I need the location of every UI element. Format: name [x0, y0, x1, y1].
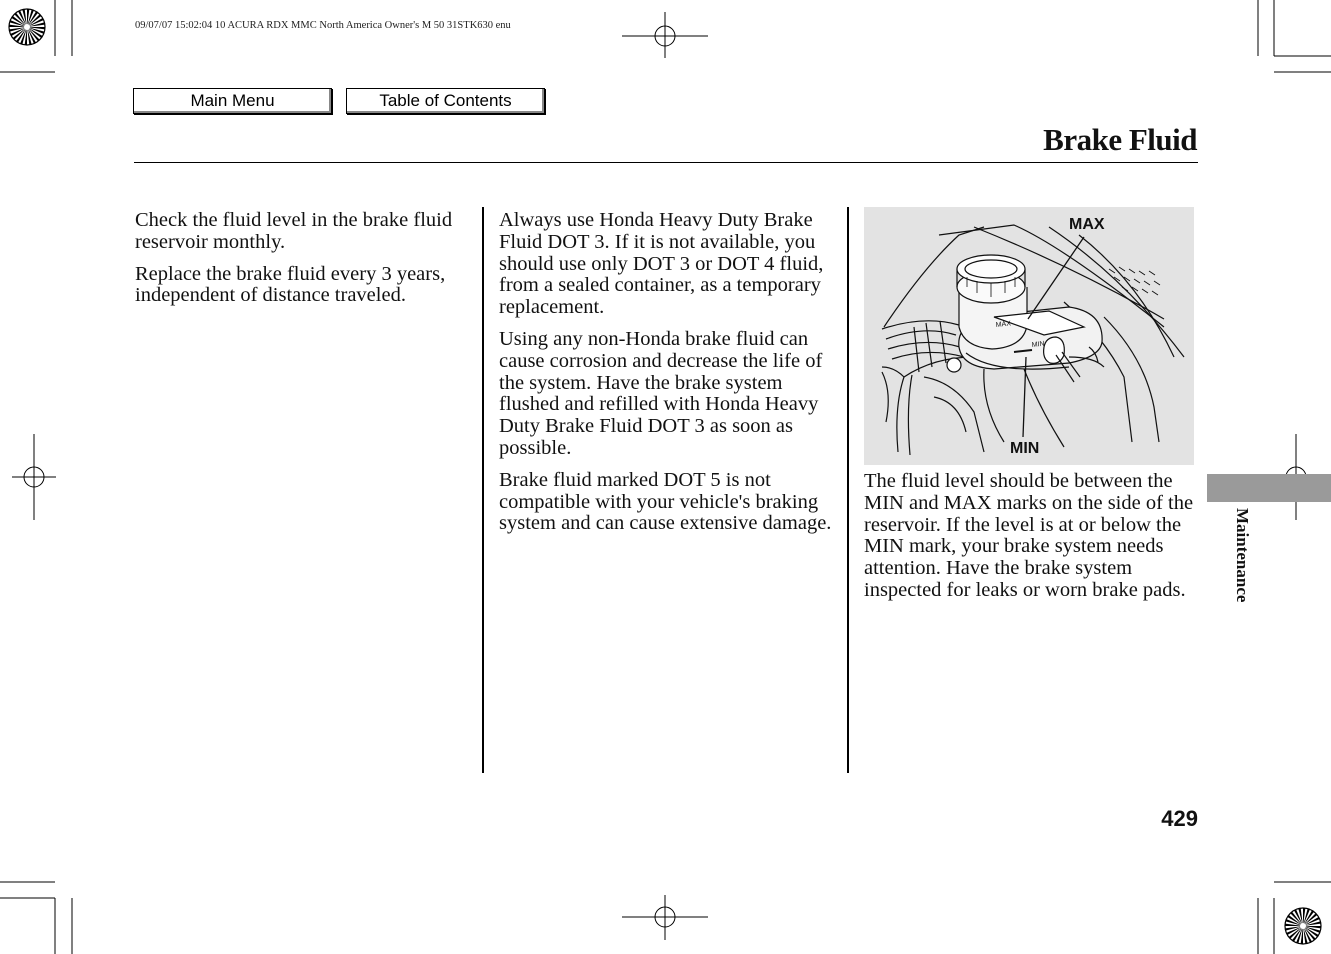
page-number: 429: [1161, 806, 1198, 831]
page-title: Brake Fluid: [1043, 122, 1197, 157]
paragraph: Check the fluid level in the brake fluid reservoir monthly.: [135, 209, 453, 253]
column-2: [499, 210, 839, 545]
section-tab: [1207, 474, 1331, 502]
column-3: [864, 471, 1199, 612]
paragraph: Replace the brake fluid every 3 years, independent of distance traveled.: [135, 262, 446, 307]
reservoir-illustration: [864, 207, 1194, 465]
reservoir-max-mark: MAX: [995, 320, 1012, 329]
max-leader-line: [1028, 237, 1084, 319]
column-1: [135, 210, 475, 317]
column-divider: [847, 207, 849, 773]
title-divider: [134, 162, 1198, 163]
paragraph: Always use Honda Heavy Duty Brake Fluid DOT 3. If it is not available, you should use only DOT 3 or DOT 4 fluid, from a sealed container, as a temporary replacement.: [499, 209, 824, 319]
crop-mark-bottom-left: [0, 882, 72, 954]
table-of-contents-button[interactable]: Table of Contents: [346, 88, 545, 114]
min-label: MIN: [1010, 440, 1040, 457]
sunburst-mark-bottom-right: [1285, 908, 1321, 944]
reservoir-min-mark: MIN: [1031, 340, 1045, 349]
max-label: MAX: [1069, 216, 1105, 233]
paragraph: Using any non-Honda brake fluid can cause corrosion and decrease the life of the system. Have the brake system flushed and refilled with Honda Heavy Duty Brake Fluid DOT 3 as soon as possible.: [499, 327, 823, 459]
registration-mark-top: [622, 12, 708, 58]
paragraph: Brake fluid marked DOT 5 is not compatible with your vehicle's braking system and can cause extensive damage.: [499, 468, 832, 535]
section-tab-label: Maintenance: [1233, 508, 1252, 603]
print-header: 09/07/07 15:02:04 10 ACURA RDX MMC North America Owner's M 50 31STK630 enu: [135, 20, 511, 31]
registration-mark-bottom: [622, 895, 708, 940]
sunburst-mark-top-left: [9, 9, 45, 45]
crop-mark-top-right: [1258, 0, 1331, 72]
column-divider: [482, 207, 484, 773]
brake-fluid-reservoir-figure: [864, 207, 1194, 465]
main-menu-button[interactable]: Main Menu: [133, 88, 332, 114]
registration-mark-left: [12, 434, 56, 520]
figure-caption: The fluid level should be between the MIN and MAX marks on the side of the reservoir. If the level is at or below the MIN mark, your brake system needs attention. Have the brake system inspected for leaks or worn brake pads.: [864, 470, 1194, 601]
